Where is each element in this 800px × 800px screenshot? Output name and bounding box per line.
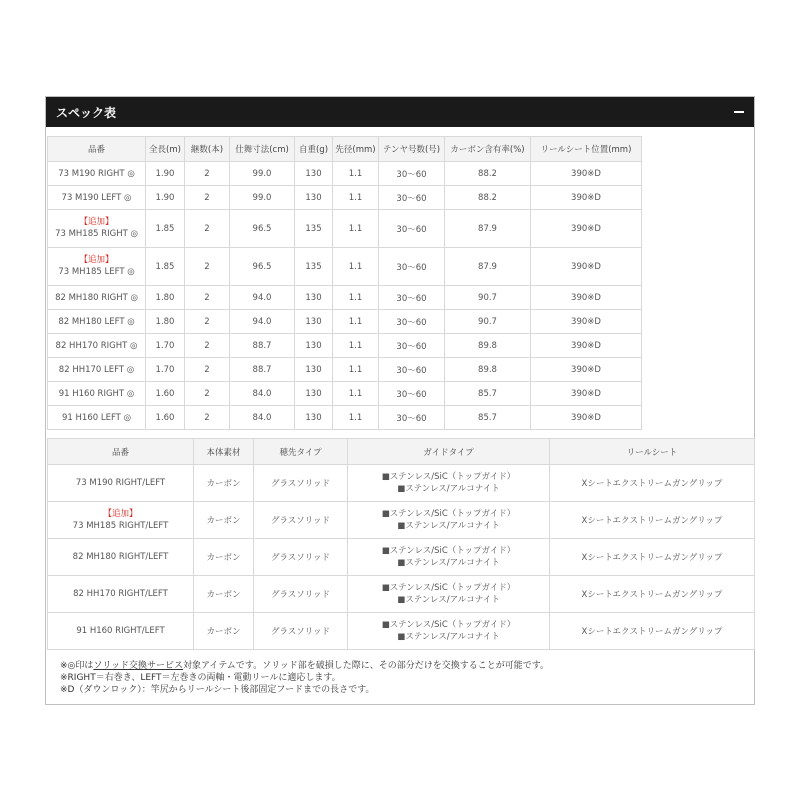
cell-weight: 130: [295, 162, 333, 186]
cell-carbon: 89.8: [445, 358, 531, 382]
cell-reel-pos: 390※D: [531, 406, 642, 430]
cell-tip: 1.1: [333, 162, 379, 186]
cell-model: 82 MH180 RIGHT/LEFT: [48, 539, 194, 576]
spec-row: [48, 186, 642, 210]
material-row: [48, 539, 755, 576]
cell-pieces: 2: [185, 248, 230, 286]
col-header-tip-type: 穂先タイプ: [254, 439, 348, 465]
cell-weight: 130: [295, 310, 333, 334]
cell-model: 73 M190 LEFT ◎: [48, 186, 146, 210]
cell-length: 1.90: [146, 186, 185, 210]
cell-carbon: 85.7: [445, 382, 531, 406]
col-header-tip-diameter: 先径(mm): [333, 137, 379, 162]
cell-carbon: 88.2: [445, 186, 531, 210]
cell-reel-seat: Xシートエクストリームガングリップ: [550, 539, 755, 576]
cell-length: 1.85: [146, 210, 185, 248]
cell-carbon: 89.8: [445, 334, 531, 358]
col-header-closed-length: 仕舞寸法(cm): [230, 137, 295, 162]
cell-reel-seat: Xシートエクストリームガングリップ: [550, 613, 755, 650]
cell-guide-type: ■ステンレス/SiC（トップガイド） ■ステンレス/アルコナイト: [348, 613, 550, 650]
cell-body-material: カーボン: [194, 465, 254, 502]
cell-length: 1.80: [146, 286, 185, 310]
cell-reel-pos: 390※D: [531, 162, 642, 186]
col-header-reel-position: リールシート位置(mm): [531, 137, 642, 162]
cell-tenya: 30～60: [379, 310, 445, 334]
cell-closed: 96.5: [230, 210, 295, 248]
note-downlock: ※D（ダウンロック）：竿尻からリールシート後部固定フードまでの長さです。: [60, 685, 375, 695]
cell-pieces: 2: [185, 186, 230, 210]
material-header-row: [48, 439, 755, 465]
cell-tenya: 30～60: [379, 406, 445, 430]
cell-model: 73 M190 RIGHT/LEFT: [48, 465, 194, 502]
cell-body-material: カーボン: [194, 613, 254, 650]
cell-pieces: 2: [185, 162, 230, 186]
col-header-reel-seat: リールシート: [550, 439, 755, 465]
cell-tip: 1.1: [333, 310, 379, 334]
col-header-model: 品番: [48, 137, 146, 162]
cell-tip: 1.1: [333, 358, 379, 382]
solid-exchange-link[interactable]: ソリッド交換サービス: [93, 661, 184, 671]
cell-tenya: 30～60: [379, 334, 445, 358]
cell-pieces: 2: [185, 358, 230, 382]
material-row: [48, 613, 755, 650]
cell-reel-seat: Xシートエクストリームガングリップ: [550, 576, 755, 613]
cell-weight: 130: [295, 406, 333, 430]
cell-guide-type: ■ステンレス/SiC（トップガイド） ■ステンレス/アルコナイト: [348, 465, 550, 502]
cell-tip: 1.1: [333, 248, 379, 286]
cell-tip-type: グラスソリッド: [254, 613, 348, 650]
cell-reel-pos: 390※D: [531, 248, 642, 286]
spec-row: [48, 334, 642, 358]
added-tag: 【追加】: [103, 508, 138, 519]
cell-carbon: 90.7: [445, 310, 531, 334]
cell-weight: 135: [295, 248, 333, 286]
col-header-tenya: テンヤ号数(号): [379, 137, 445, 162]
cell-model: 【追加】 73 MH185 LEFT ◎: [48, 248, 146, 286]
cell-model: 【追加】 73 MH185 RIGHT/LEFT: [48, 502, 194, 539]
cell-tenya: 30～60: [379, 186, 445, 210]
cell-reel-seat: Xシートエクストリームガングリップ: [550, 502, 755, 539]
cell-body-material: カーボン: [194, 539, 254, 576]
cell-tip-type: グラスソリッド: [254, 465, 348, 502]
spec-row: [48, 210, 642, 248]
cell-tip: 1.1: [333, 382, 379, 406]
cell-closed: 99.0: [230, 162, 295, 186]
note-solid-exchange: ※◎印はソリッド交換サービス対象アイテムです。ソリッド部を破損した際に、その部分だけを交換することが可能です。: [60, 661, 549, 671]
cell-model: 91 H160 RIGHT/LEFT: [48, 613, 194, 650]
cell-reel-pos: 390※D: [531, 310, 642, 334]
cell-model: 82 MH180 RIGHT ◎: [48, 286, 146, 310]
cell-tip: 1.1: [333, 406, 379, 430]
note-right-left: ※RIGHT＝右巻き、LEFT＝左巻きの両軸・電動リールに適応します。: [60, 673, 341, 683]
col-header-length: 全長(m): [146, 137, 185, 162]
cell-length: 1.70: [146, 334, 185, 358]
cell-model: 91 H160 RIGHT ◎: [48, 382, 146, 406]
col-header-body-material: 本体素材: [194, 439, 254, 465]
cell-length: 1.85: [146, 248, 185, 286]
spec-row: [48, 286, 642, 310]
material-table: [47, 438, 755, 650]
cell-carbon: 87.9: [445, 210, 531, 248]
spec-row: [48, 310, 642, 334]
cell-tenya: 30～60: [379, 286, 445, 310]
cell-reel-seat: Xシートエクストリームガングリップ: [550, 465, 755, 502]
cell-carbon: 87.9: [445, 248, 531, 286]
cell-carbon: 90.7: [445, 286, 531, 310]
added-tag: 【追加】: [79, 255, 114, 265]
cell-reel-pos: 390※D: [531, 286, 642, 310]
col-header-pieces: 継数(本): [185, 137, 230, 162]
cell-tenya: 30～60: [379, 210, 445, 248]
col-header-model: 品番: [48, 439, 194, 465]
cell-closed: 88.7: [230, 334, 295, 358]
cell-model: 82 MH180 LEFT ◎: [48, 310, 146, 334]
panel-header: [46, 97, 754, 127]
material-row: [48, 576, 755, 613]
cell-weight: 130: [295, 382, 333, 406]
material-row: [48, 465, 755, 502]
material-row: [48, 502, 755, 539]
spec-panel: [45, 96, 755, 705]
cell-model: 82 HH170 LEFT ◎: [48, 358, 146, 382]
cell-model: 82 HH170 RIGHT/LEFT: [48, 576, 194, 613]
cell-weight: 130: [295, 286, 333, 310]
cell-guide-type: ■ステンレス/SiC（トップガイド） ■ステンレス/アルコナイト: [348, 502, 550, 539]
cell-length: 1.70: [146, 358, 185, 382]
cell-weight: 130: [295, 358, 333, 382]
added-tag: 【追加】: [79, 217, 114, 227]
cell-closed: 99.0: [230, 186, 295, 210]
cell-closed: 94.0: [230, 310, 295, 334]
col-header-carbon: カーボン含有率(%): [445, 137, 531, 162]
cell-closed: 84.0: [230, 406, 295, 430]
cell-closed: 84.0: [230, 382, 295, 406]
cell-closed: 88.7: [230, 358, 295, 382]
cell-tip-type: グラスソリッド: [254, 576, 348, 613]
cell-pieces: 2: [185, 382, 230, 406]
cell-guide-type: ■ステンレス/SiC（トップガイド） ■ステンレス/アルコナイト: [348, 576, 550, 613]
cell-pieces: 2: [185, 310, 230, 334]
cell-length: 1.60: [146, 406, 185, 430]
cell-pieces: 2: [185, 286, 230, 310]
cell-pieces: 2: [185, 210, 230, 248]
spec-row: [48, 248, 642, 286]
cell-length: 1.80: [146, 310, 185, 334]
cell-pieces: 2: [185, 406, 230, 430]
minus-icon[interactable]: [732, 105, 746, 119]
cell-tenya: 30～60: [379, 248, 445, 286]
cell-reel-pos: 390※D: [531, 210, 642, 248]
cell-pieces: 2: [185, 334, 230, 358]
cell-guide-type: ■ステンレス/SiC（トップガイド） ■ステンレス/アルコナイト: [348, 539, 550, 576]
cell-weight: 130: [295, 186, 333, 210]
spec-header-row: [48, 137, 642, 162]
cell-reel-pos: 390※D: [531, 186, 642, 210]
cell-reel-pos: 390※D: [531, 358, 642, 382]
cell-body-material: カーボン: [194, 502, 254, 539]
cell-tip: 1.1: [333, 210, 379, 248]
cell-body-material: カーボン: [194, 576, 254, 613]
cell-tip: 1.1: [333, 334, 379, 358]
panel-title: スペック表: [56, 105, 117, 120]
cell-reel-pos: 390※D: [531, 334, 642, 358]
notes: [60, 660, 549, 696]
cell-tenya: 30～60: [379, 358, 445, 382]
cell-reel-pos: 390※D: [531, 382, 642, 406]
cell-tip-type: グラスソリッド: [254, 502, 348, 539]
cell-model: 73 M190 RIGHT ◎: [48, 162, 146, 186]
col-header-guide-type: ガイドタイプ: [348, 439, 550, 465]
cell-tenya: 30～60: [379, 162, 445, 186]
cell-closed: 96.5: [230, 248, 295, 286]
spec-row: [48, 382, 642, 406]
cell-weight: 135: [295, 210, 333, 248]
spec-row: [48, 406, 642, 430]
col-header-weight: 自重(g): [295, 137, 333, 162]
cell-tip: 1.1: [333, 286, 379, 310]
cell-length: 1.90: [146, 162, 185, 186]
cell-carbon: 85.7: [445, 406, 531, 430]
cell-tip: 1.1: [333, 186, 379, 210]
cell-carbon: 88.2: [445, 162, 531, 186]
cell-model: 82 HH170 RIGHT ◎: [48, 334, 146, 358]
cell-model: 【追加】 73 MH185 RIGHT ◎: [48, 210, 146, 248]
cell-tip-type: グラスソリッド: [254, 539, 348, 576]
spec-table: [47, 136, 642, 430]
cell-model: 91 H160 LEFT ◎: [48, 406, 146, 430]
spec-row: [48, 162, 642, 186]
cell-length: 1.60: [146, 382, 185, 406]
cell-tenya: 30～60: [379, 382, 445, 406]
cell-closed: 94.0: [230, 286, 295, 310]
spec-row: [48, 358, 642, 382]
cell-weight: 130: [295, 334, 333, 358]
